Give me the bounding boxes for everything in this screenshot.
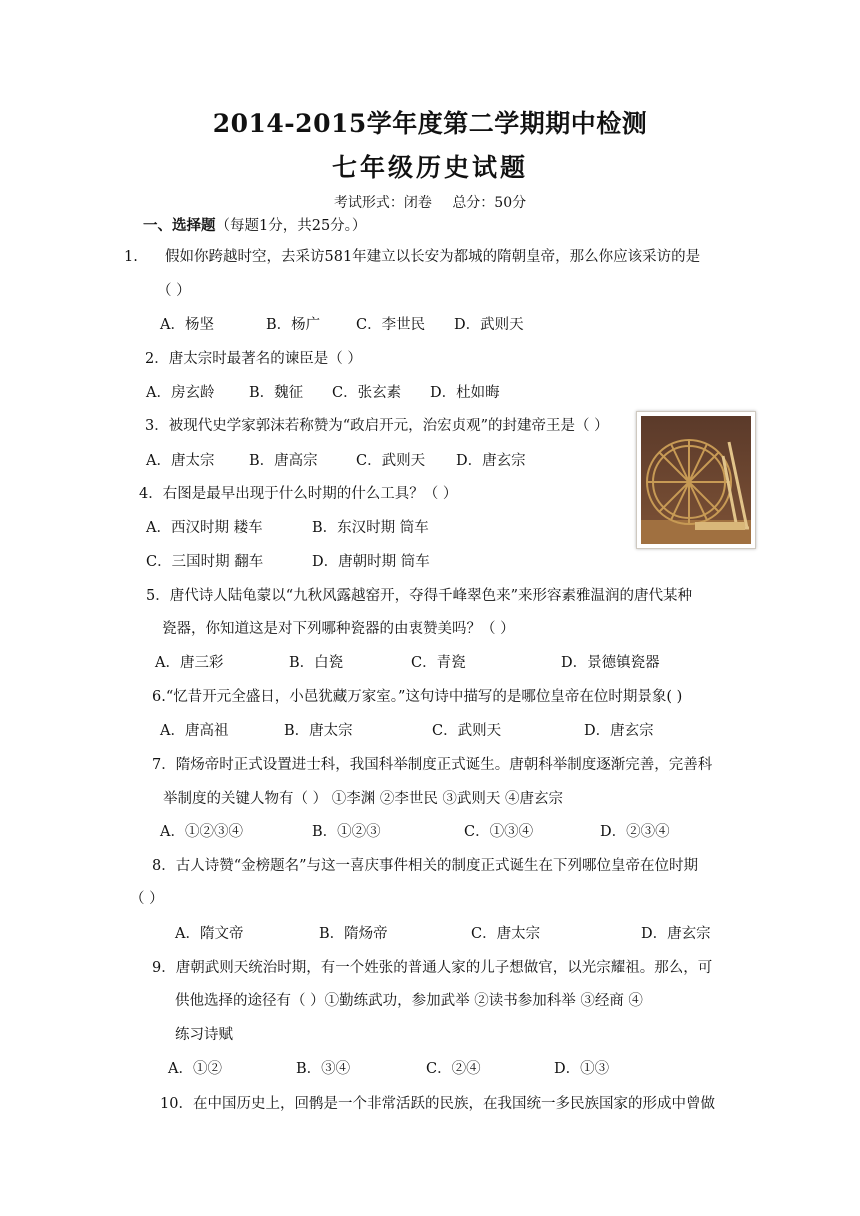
- option-a: A．隋文帝: [175, 926, 244, 942]
- question-8-bracket: （ ）: [130, 891, 164, 907]
- question-5-text: 5．唐代诗人陆龟蒙以“九秋风露越窑开，夺得千峰翠色来”来形容素雅温润的唐代某种: [146, 588, 693, 604]
- question-2-options: [146, 383, 500, 403]
- option-a: A．①②: [168, 1061, 222, 1077]
- option-b: B．魏征: [249, 385, 304, 401]
- exam-info: [0, 192, 860, 212]
- question-1-bracket: （ ）: [157, 283, 191, 299]
- option-d: D．②③④: [600, 824, 670, 840]
- question-7-text: 7．隋炀帝时正式设置进士科，我国科举制度正式诞生。唐朝科举制度逐渐完善，完善科: [152, 757, 713, 773]
- option-a: A．西汉时期 耧车: [146, 520, 263, 536]
- exam-title: 2014-2015学年度第二学期期中检测: [212, 109, 648, 138]
- question-9-text-2: 供他选择的途径有（ ）①勤练武功，参加武举 ②读书参加科举 ③经商 ④: [175, 993, 643, 1009]
- question-4-options-row1: [146, 518, 429, 538]
- option-b: B．白瓷: [289, 655, 344, 671]
- option-a: A．唐高祖: [160, 723, 229, 739]
- waterwheel-icon: [637, 412, 755, 548]
- option-d: D．唐玄宗: [456, 453, 526, 469]
- option-c: C．三国时期 翻车: [146, 554, 264, 570]
- waterwheel-image: [636, 411, 756, 549]
- option-d: D．武则天: [454, 317, 524, 333]
- option-d: D．景德镇瓷器: [561, 655, 660, 671]
- option-c: C．青瓷: [411, 655, 466, 671]
- question-1-options: [160, 315, 524, 335]
- question-1-text: 假如你跨越时空，去采访581年建立以长安为都城的隋朝皇帝，那么你应该采访的是: [165, 249, 701, 265]
- option-a: A．唐太宗: [146, 453, 215, 469]
- section-heading: [143, 216, 366, 236]
- option-c: C．张玄素: [332, 385, 402, 401]
- option-b: B．东汉时期 筒车: [312, 520, 429, 536]
- option-c: C．武则天: [432, 723, 502, 739]
- option-a: A．①②③④: [160, 824, 243, 840]
- question-6-options: [160, 721, 654, 741]
- option-c: C．武则天: [356, 453, 426, 469]
- option-a: A．房玄龄: [146, 385, 215, 401]
- question-1-number: 1.: [124, 249, 138, 265]
- option-b: B．③④: [296, 1061, 351, 1077]
- question-3-options: [146, 451, 526, 471]
- question-7-options: [160, 822, 670, 842]
- exam-form: 考试形式：闭卷: [333, 195, 432, 211]
- question-6-text: 6.“忆昔开元全盛日，小邑犹藏万家室。”这句诗中描写的是哪位皇帝在位时期景象( ): [152, 689, 683, 705]
- question-4-text: 4．右图是最早出现于什么时期的什么工具？（ ）: [139, 486, 458, 502]
- option-c: C．李世民: [356, 317, 426, 333]
- question-8-options: [175, 924, 711, 944]
- question-8-text: 8．古人诗赞“金榜题名”与这一喜庆事件相关的制度正式诞生在下列哪位皇帝在位时期: [152, 858, 699, 874]
- option-b: B．唐太宗: [284, 723, 353, 739]
- option-b: B．杨广: [266, 317, 321, 333]
- option-d: D．①③: [554, 1061, 610, 1077]
- option-c: C．②④: [426, 1061, 481, 1077]
- option-d: D．唐玄宗: [641, 926, 711, 942]
- total-score: 总分：50分: [452, 195, 527, 211]
- question-7-text-2: 举制度的关键人物有（ ） ①李渊 ②李世民 ③武则天 ④唐玄宗: [163, 791, 564, 807]
- question-5-text-2: 瓷器，你知道这是对下列哪种瓷器的由衷赞美吗？（ ）: [162, 621, 515, 637]
- option-a: A．唐三彩: [155, 655, 224, 671]
- section-note: （每题1分，共25分。）: [215, 218, 367, 234]
- option-d: D．唐玄宗: [584, 723, 654, 739]
- option-c: C．唐太宗: [471, 926, 541, 942]
- question-9-text: 9．唐朝武则天统治时期，有一个姓张的普通人家的儿子想做官，以光宗耀祖。那么，可: [152, 960, 713, 976]
- option-b: B．①②③: [312, 824, 381, 840]
- option-b: B．隋炀帝: [319, 926, 388, 942]
- question-9-text-3: 练习诗赋: [175, 1027, 233, 1043]
- question-3-text: 3．被现代史学家郭沫若称赞为“政启开元，治宏贞观”的封建帝王是（ ）: [145, 418, 609, 434]
- question-5-options: [155, 653, 660, 673]
- question-9-options: [168, 1059, 609, 1079]
- option-b: B．唐高宗: [249, 453, 318, 469]
- option-c: C．①③④: [464, 824, 534, 840]
- section-title: 一、选择题: [143, 217, 216, 234]
- question-4-options-row2: [146, 552, 430, 572]
- option-a: A．杨坚: [160, 317, 214, 333]
- option-d: D．杜如晦: [430, 385, 500, 401]
- exam-subtitle: 七年级历史试题: [331, 153, 528, 182]
- option-d: D．唐朝时期 筒车: [312, 554, 430, 570]
- question-10-text: 10．在中国历史上，回鹘是一个非常活跃的民族，在我国统一多民族国家的形成中曾做: [160, 1096, 715, 1112]
- question-2-text: 2．唐太宗时最著名的谏臣是（ ）: [145, 351, 362, 367]
